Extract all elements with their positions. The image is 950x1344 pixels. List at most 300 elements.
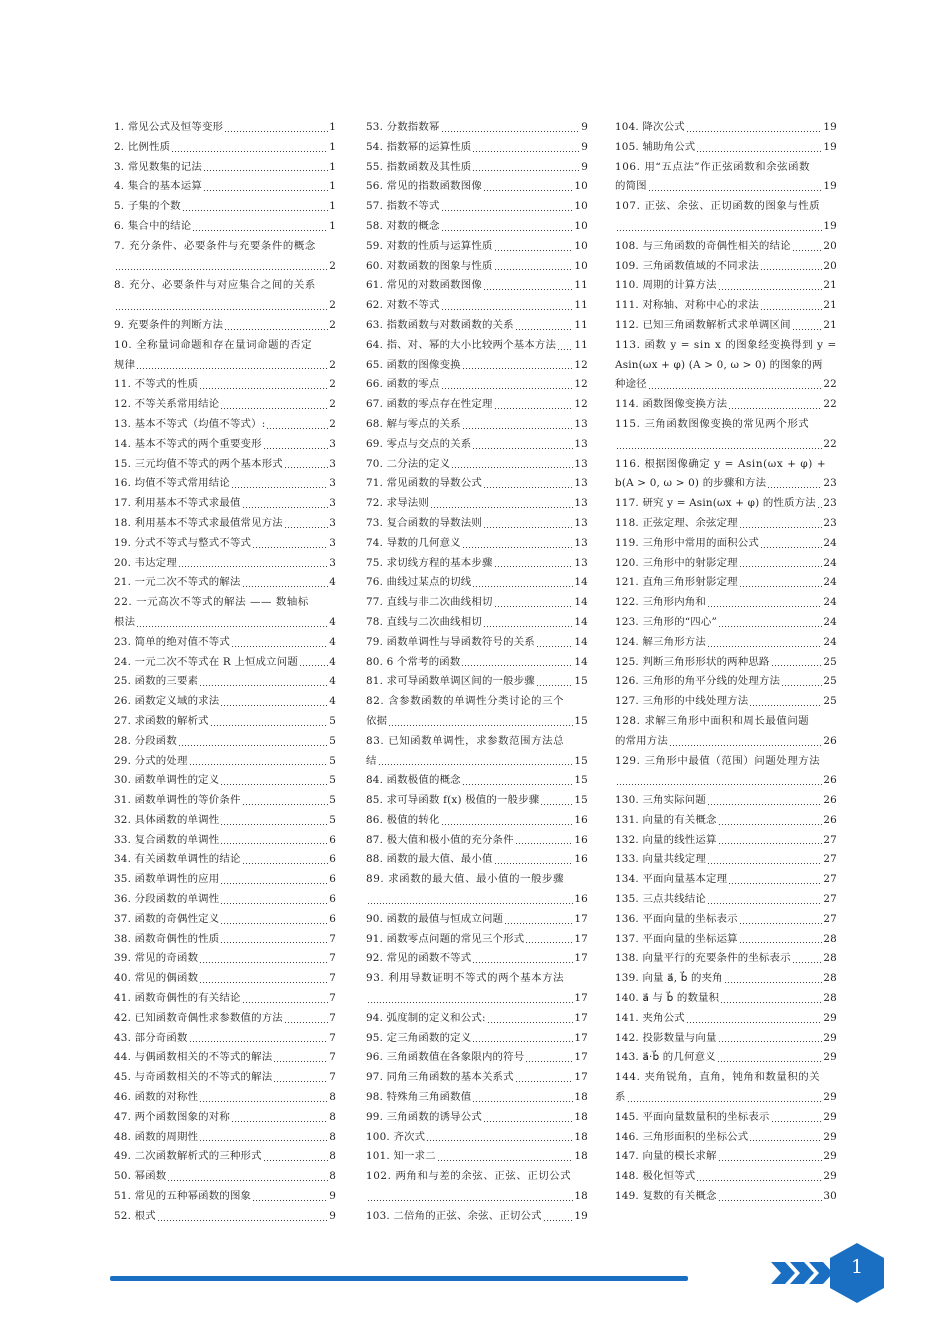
toc-entry[interactable] xyxy=(366,613,588,633)
toc-entry-title: 48. 函数的周期性 xyxy=(114,1130,199,1143)
toc-entry[interactable] xyxy=(366,850,588,870)
toc-entry[interactable] xyxy=(366,930,588,950)
toc-entry-title: 123. 三角形的“四心” xyxy=(615,615,718,628)
toc-entry[interactable] xyxy=(114,1128,336,1148)
toc-entry-title: 55. 指数函数及其性质 xyxy=(366,160,472,173)
toc-entry-page: 19 xyxy=(823,121,837,133)
toc-entry[interactable] xyxy=(615,316,837,336)
toc-entry[interactable] xyxy=(615,989,837,1009)
toc-entry[interactable] xyxy=(615,237,837,257)
dot-leader xyxy=(616,776,822,786)
toc-entry[interactable] xyxy=(366,375,588,395)
toc-entry[interactable] xyxy=(114,1187,336,1207)
toc-entry[interactable] xyxy=(615,752,837,772)
dot-leader xyxy=(199,954,328,964)
toc-entry-title: 44. 与偶函数相关的不等式的解法 xyxy=(114,1051,273,1064)
toc-entry[interactable] xyxy=(114,514,336,534)
toc-entry[interactable] xyxy=(114,1088,336,1108)
toc-entry-page: 7 xyxy=(329,1071,336,1084)
toc-entry[interactable] xyxy=(615,1147,837,1167)
toc-entry[interactable] xyxy=(366,712,588,732)
toc-entry[interactable] xyxy=(114,534,336,554)
toc-entry-page: 28 xyxy=(823,952,837,965)
toc-entry[interactable] xyxy=(615,534,837,554)
toc-entry[interactable] xyxy=(366,494,588,514)
dot-leader xyxy=(220,875,328,885)
toc-entry[interactable] xyxy=(114,752,336,772)
toc-entry-page: 26 xyxy=(823,794,837,807)
toc-entry-page: 3 xyxy=(329,536,336,549)
toc-entry[interactable] xyxy=(366,435,588,455)
toc-entry[interactable] xyxy=(615,118,837,138)
toc-entry[interactable] xyxy=(615,712,837,732)
toc-entry-title: 100. 齐次式 xyxy=(366,1130,426,1143)
toc-entry-page: 3 xyxy=(329,457,336,470)
toc-entry[interactable] xyxy=(615,1108,837,1128)
toc-entry[interactable] xyxy=(615,692,837,712)
toc-entry[interactable] xyxy=(114,177,336,197)
toc-entry-page: 15 xyxy=(574,794,588,807)
toc-entry[interactable] xyxy=(366,118,588,138)
toc-entry[interactable] xyxy=(615,969,837,989)
toc-entry-page: 17 xyxy=(574,1011,588,1024)
toc-entry[interactable] xyxy=(615,494,837,514)
toc-entry-page: 7 xyxy=(329,1011,336,1024)
toc-entry-page: 24 xyxy=(823,536,837,549)
toc-entry[interactable] xyxy=(366,415,588,435)
toc-entry[interactable] xyxy=(366,316,588,336)
toc-entry[interactable] xyxy=(366,870,588,890)
toc-entry[interactable] xyxy=(366,1207,588,1227)
toc-entry-title: 149. 复数的有关概念 xyxy=(615,1190,717,1203)
dot-leader xyxy=(543,1212,574,1222)
toc-entry[interactable] xyxy=(366,1009,588,1029)
toc-entry-title: 131. 向量的有关概念 xyxy=(615,813,717,826)
toc-entry[interactable] xyxy=(366,197,588,217)
toc-entry-title: 16. 均值不等式常用结论 xyxy=(114,477,230,490)
toc-entry-title: b(A > 0, ω > 0) 的步骤和方法 xyxy=(615,477,767,490)
toc-entry-page: 23 xyxy=(823,477,837,490)
toc-entry-title: 109. 三角函数值域的不同求法 xyxy=(615,259,759,272)
dot-leader xyxy=(718,281,823,291)
toc-entry[interactable] xyxy=(366,514,588,534)
toc-entry-page: 1 xyxy=(329,160,336,173)
toc-entry[interactable] xyxy=(114,672,336,692)
toc-entry-page: 2 xyxy=(329,417,336,430)
toc-entry-title: 41. 函数奇偶性的有关结论 xyxy=(114,992,241,1005)
toc-entry-page: 17 xyxy=(574,992,588,1005)
toc-entry[interactable] xyxy=(615,593,837,613)
toc-entry[interactable] xyxy=(114,613,336,633)
dot-leader xyxy=(515,835,574,845)
toc-entry[interactable] xyxy=(366,593,588,613)
dot-leader xyxy=(494,242,574,252)
toc-entry[interactable] xyxy=(366,1128,588,1148)
toc-entry[interactable] xyxy=(615,791,837,811)
toc-entry[interactable] xyxy=(366,672,588,692)
toc-entry[interactable] xyxy=(366,771,588,791)
toc-entry[interactable] xyxy=(366,811,588,831)
toc-entry[interactable] xyxy=(114,870,336,890)
dot-leader xyxy=(167,1172,328,1182)
dot-leader xyxy=(718,816,823,826)
toc-entry[interactable] xyxy=(114,237,336,257)
toc-column-3 xyxy=(615,118,837,1207)
toc-entry[interactable] xyxy=(366,1088,588,1108)
dot-leader xyxy=(171,143,328,153)
dot-leader xyxy=(718,618,822,628)
toc-entry[interactable] xyxy=(114,217,336,237)
toc-entry[interactable] xyxy=(114,811,336,831)
toc-entry-title: 59. 对数的性质与运算性质 xyxy=(366,239,493,252)
toc-entry-title: 138. 向量平行的充要条件的坐标表示 xyxy=(615,952,791,965)
toc-entry-page: 23 xyxy=(823,516,837,529)
dot-leader xyxy=(536,638,573,648)
dot-leader xyxy=(157,1212,328,1222)
toc-entry-page: 15 xyxy=(574,675,588,688)
toc-entry-title: 76. 曲线过某点的切线 xyxy=(366,576,472,589)
toc-entry-page: 6 xyxy=(329,853,336,866)
dot-leader xyxy=(767,479,822,489)
dot-leader xyxy=(441,816,574,826)
dot-leader xyxy=(242,994,329,1004)
toc-entry[interactable] xyxy=(615,1009,837,1029)
toc-entry[interactable] xyxy=(366,336,588,356)
toc-entry[interactable] xyxy=(615,850,837,870)
toc-entry[interactable] xyxy=(366,276,588,296)
toc-entry-title: 种途径 xyxy=(615,378,647,391)
toc-entry[interactable] xyxy=(615,573,837,593)
dot-leader xyxy=(462,360,574,370)
toc-entry-page: 5 xyxy=(329,714,336,727)
dot-leader xyxy=(739,558,823,568)
toc-entry[interactable] xyxy=(615,158,837,178)
toc-entry[interactable] xyxy=(615,356,837,376)
toc-entry-title: 145. 平面向量数量积的坐标表示 xyxy=(615,1110,770,1123)
toc-entry[interactable] xyxy=(615,1048,837,1068)
toc-entry[interactable] xyxy=(114,554,336,574)
toc-entry[interactable] xyxy=(366,1108,588,1128)
toc-entry[interactable] xyxy=(114,890,336,910)
toc-entry[interactable] xyxy=(366,573,588,593)
toc-entry[interactable] xyxy=(615,771,837,791)
toc-entry-title: 22. 一元高次不等式的解法 —— 数轴标 xyxy=(114,596,309,609)
toc-entry[interactable] xyxy=(114,494,336,514)
toc-entry-title: 5. 子集的个数 xyxy=(114,200,181,213)
toc-entry[interactable] xyxy=(114,336,336,356)
toc-entry-page: 11 xyxy=(574,279,588,292)
toc-entry[interactable] xyxy=(366,455,588,475)
toc-entry[interactable] xyxy=(615,811,837,831)
toc-entry[interactable] xyxy=(114,455,336,475)
toc-entry[interactable] xyxy=(615,257,837,277)
dot-leader xyxy=(483,1113,573,1123)
toc-entry[interactable] xyxy=(114,1108,336,1128)
toc-entry[interactable] xyxy=(366,969,588,989)
toc-entry[interactable] xyxy=(615,870,837,890)
dot-leader xyxy=(220,697,328,707)
toc-entry-title: 83. 已知函数单调性，求参数范围方法总 xyxy=(366,734,565,747)
dot-leader xyxy=(749,1132,822,1142)
toc-entry[interactable] xyxy=(366,158,588,178)
toc-entry[interactable] xyxy=(366,989,588,1009)
toc-entry[interactable] xyxy=(615,415,837,435)
toc-entry-page: 14 xyxy=(574,576,588,589)
toc-entry[interactable] xyxy=(615,455,837,475)
toc-entry-title: 125. 判断三角形形状的两种思路 xyxy=(615,655,770,668)
toc-entry-title: 33. 复合函数的单调性 xyxy=(114,833,220,846)
toc-entry-page: 28 xyxy=(823,992,837,1005)
toc-entry-page: 21 xyxy=(823,279,837,292)
toc-entry[interactable] xyxy=(366,534,588,554)
toc-entry[interactable] xyxy=(114,712,336,732)
toc-entry[interactable] xyxy=(615,613,837,633)
toc-entry-title: 74. 导数的几何意义 xyxy=(366,536,461,549)
toc-entry[interactable] xyxy=(114,356,336,376)
dot-leader xyxy=(771,1113,823,1123)
dot-leader xyxy=(430,499,573,509)
dot-leader xyxy=(718,1033,823,1043)
toc-entry[interactable] xyxy=(615,177,837,197)
toc-entry[interactable] xyxy=(615,375,837,395)
toc-entry[interactable] xyxy=(366,395,588,415)
toc-entry-title: 53. 分数指数幂 xyxy=(366,121,440,133)
dot-leader xyxy=(648,380,823,390)
toc-entry-page: 17 xyxy=(574,932,588,945)
toc-entry-title: 52. 根式 xyxy=(114,1209,156,1222)
toc-entry[interactable] xyxy=(366,217,588,237)
toc-entry[interactable] xyxy=(114,276,336,296)
toc-entry[interactable] xyxy=(114,653,336,673)
toc-entry[interactable] xyxy=(114,692,336,712)
toc-entry-page: 1 xyxy=(329,180,336,193)
dot-leader xyxy=(224,123,328,133)
toc-entry[interactable] xyxy=(114,573,336,593)
toc-entry[interactable] xyxy=(366,791,588,811)
toc-entry[interactable] xyxy=(615,554,837,574)
toc-entry[interactable] xyxy=(114,1068,336,1088)
toc-entry-title: 26. 函数定义域的求法 xyxy=(114,695,220,708)
toc-entry-title: 4. 集合的基本运算 xyxy=(114,180,202,193)
toc-entry[interactable] xyxy=(615,514,837,534)
toc-entry-title: 99. 三角函数的诱导公式 xyxy=(366,1110,482,1123)
toc-entry[interactable] xyxy=(114,1009,336,1029)
toc-entry[interactable] xyxy=(366,910,588,930)
dot-leader xyxy=(242,796,329,806)
toc-entry[interactable] xyxy=(366,1187,588,1207)
toc-entry[interactable] xyxy=(366,1029,588,1049)
toc-entry[interactable] xyxy=(366,177,588,197)
toc-entry[interactable] xyxy=(615,395,837,415)
toc-entry-page: 27 xyxy=(823,873,837,886)
toc-entry[interactable] xyxy=(615,435,837,455)
toc-entry[interactable] xyxy=(615,138,837,158)
toc-entry[interactable] xyxy=(114,732,336,752)
dot-leader xyxy=(707,895,822,905)
dot-leader xyxy=(231,479,328,489)
toc-entry[interactable] xyxy=(366,692,588,712)
toc-entry[interactable] xyxy=(366,890,588,910)
dot-leader xyxy=(224,321,328,331)
dot-leader xyxy=(220,934,328,944)
toc-entry[interactable] xyxy=(615,296,837,316)
dot-leader xyxy=(718,1152,823,1162)
toc-entry[interactable] xyxy=(615,474,837,494)
toc-entry-page: 4 xyxy=(329,675,336,688)
toc-entry[interactable] xyxy=(366,237,588,257)
toc-entry-page: 16 xyxy=(574,833,588,846)
toc-entry[interactable] xyxy=(114,1207,336,1227)
toc-entry[interactable] xyxy=(615,1068,837,1088)
toc-entry[interactable] xyxy=(366,1167,588,1187)
toc-entry[interactable] xyxy=(114,771,336,791)
dot-leader xyxy=(707,796,822,806)
toc-entry[interactable] xyxy=(114,910,336,930)
toc-entry-title: 57. 指数不等式 xyxy=(366,200,440,213)
toc-entry-page: 17 xyxy=(574,952,588,965)
toc-entry[interactable] xyxy=(615,1088,837,1108)
toc-entry[interactable] xyxy=(366,653,588,673)
toc-entry-title: 66. 函数的零点 xyxy=(366,378,440,391)
toc-column-1 xyxy=(114,118,336,1227)
toc-entry[interactable] xyxy=(615,831,837,851)
toc-entry-page: 13 xyxy=(574,477,588,490)
toc-entry-page: 18 xyxy=(574,1190,588,1203)
dot-leader xyxy=(781,677,822,687)
dot-leader xyxy=(199,1093,328,1103)
toc-entry-title: 9. 充要条件的判断方法 xyxy=(114,318,224,331)
toc-column-2 xyxy=(366,118,588,1227)
toc-entry[interactable] xyxy=(114,831,336,851)
toc-entry[interactable] xyxy=(114,296,336,316)
dot-leader xyxy=(739,519,823,529)
toc-entry-title: 147. 向量的模长求解 xyxy=(615,1150,717,1163)
toc-entry[interactable] xyxy=(615,1128,837,1148)
toc-entry[interactable] xyxy=(114,1167,336,1187)
toc-entry[interactable] xyxy=(615,1167,837,1187)
toc-entry[interactable] xyxy=(114,138,336,158)
toc-entry[interactable] xyxy=(615,217,837,237)
dot-leader xyxy=(266,420,328,430)
toc-entry-title: 96. 三角函数值在各象限内的符号 xyxy=(366,1051,525,1064)
toc-entry-page: 27 xyxy=(823,912,837,925)
toc-entry-page: 8 xyxy=(329,1170,336,1183)
toc-entry-page: 21 xyxy=(823,299,837,312)
toc-entry[interactable] xyxy=(114,1147,336,1167)
toc-entry[interactable] xyxy=(114,633,336,653)
dot-leader xyxy=(203,182,328,192)
toc-entry-page: 21 xyxy=(823,318,837,331)
toc-entry[interactable] xyxy=(615,276,837,296)
dot-leader xyxy=(792,954,823,964)
dot-leader xyxy=(696,143,822,153)
toc-entry[interactable] xyxy=(114,435,336,455)
toc-entry-title: 根法 xyxy=(114,615,136,628)
toc-entry-title: 62. 对数不等式 xyxy=(366,299,440,312)
toc-entry-page: 8 xyxy=(329,1091,336,1104)
toc-entry-title: 2. 比例性质 xyxy=(114,140,171,153)
toc-entry[interactable] xyxy=(615,910,837,930)
toc-entry[interactable] xyxy=(366,1048,588,1068)
toc-entry[interactable] xyxy=(366,1147,588,1167)
toc-entry[interactable] xyxy=(615,890,837,910)
dot-leader xyxy=(462,420,574,430)
toc-entry[interactable] xyxy=(114,474,336,494)
dot-leader xyxy=(724,974,823,984)
dot-leader xyxy=(441,202,574,212)
toc-entry[interactable] xyxy=(615,1187,837,1207)
toc-entry-title: 12. 不等关系常用结论 xyxy=(114,398,220,411)
toc-entry[interactable] xyxy=(366,1068,588,1088)
toc-entry[interactable] xyxy=(114,395,336,415)
toc-entry[interactable] xyxy=(366,949,588,969)
toc-entry[interactable] xyxy=(615,732,837,752)
toc-entry[interactable] xyxy=(366,356,588,376)
toc-entry[interactable] xyxy=(615,672,837,692)
toc-entry-title: 132. 向量的线性运算 xyxy=(615,833,717,846)
toc-entry[interactable] xyxy=(615,949,837,969)
toc-entry[interactable] xyxy=(114,197,336,217)
toc-entry[interactable] xyxy=(615,1029,837,1049)
toc-entry[interactable] xyxy=(615,633,837,653)
dot-leader xyxy=(242,578,329,588)
toc-entry[interactable] xyxy=(366,831,588,851)
dot-leader xyxy=(739,915,823,925)
toc-entry-page: 27 xyxy=(823,893,837,906)
toc-entry[interactable] xyxy=(114,415,336,435)
toc-entry[interactable] xyxy=(366,732,588,752)
toc-entry-title: 31. 函数单调性的等价条件 xyxy=(114,794,241,807)
toc-entry[interactable] xyxy=(366,474,588,494)
toc-entry[interactable] xyxy=(615,197,837,217)
toc-entry[interactable] xyxy=(366,752,588,772)
dot-leader xyxy=(494,855,574,865)
toc-entry[interactable] xyxy=(114,375,336,395)
toc-entry[interactable] xyxy=(366,296,588,316)
toc-entry[interactable] xyxy=(366,138,588,158)
toc-entry[interactable] xyxy=(366,633,588,653)
toc-entry-title: 92. 常见的函数不等式 xyxy=(366,952,472,965)
toc-entry-title: 108. 与三角函数的奇偶性相关的结论 xyxy=(615,239,791,252)
toc-entry[interactable] xyxy=(615,930,837,950)
dot-leader xyxy=(220,915,328,925)
toc-entry[interactable] xyxy=(114,791,336,811)
toc-entry[interactable] xyxy=(366,554,588,574)
toc-entry[interactable] xyxy=(114,850,336,870)
toc-entry-page: 7 xyxy=(329,932,336,945)
toc-entry[interactable] xyxy=(114,969,336,989)
toc-entry[interactable] xyxy=(114,949,336,969)
dot-leader xyxy=(199,1132,328,1142)
toc-entry-page: 25 xyxy=(823,655,837,668)
toc-entry[interactable] xyxy=(114,257,336,277)
toc-entry[interactable] xyxy=(114,1029,336,1049)
toc-entry[interactable] xyxy=(114,593,336,613)
toc-entry[interactable] xyxy=(114,316,336,336)
dot-leader xyxy=(199,974,328,984)
toc-entry-page: 2 xyxy=(329,358,336,371)
toc-entry[interactable] xyxy=(114,158,336,178)
toc-entry[interactable] xyxy=(114,930,336,950)
toc-entry-page: 3 xyxy=(329,556,336,569)
toc-entry[interactable] xyxy=(114,118,336,138)
toc-entry[interactable] xyxy=(114,989,336,1009)
toc-entry[interactable] xyxy=(615,653,837,673)
toc-entry[interactable] xyxy=(615,336,837,356)
toc-entry[interactable] xyxy=(114,1048,336,1068)
toc-entry-title: 15. 三元均值不等式的两个基本形式 xyxy=(114,457,283,470)
toc-entry[interactable] xyxy=(366,257,588,277)
